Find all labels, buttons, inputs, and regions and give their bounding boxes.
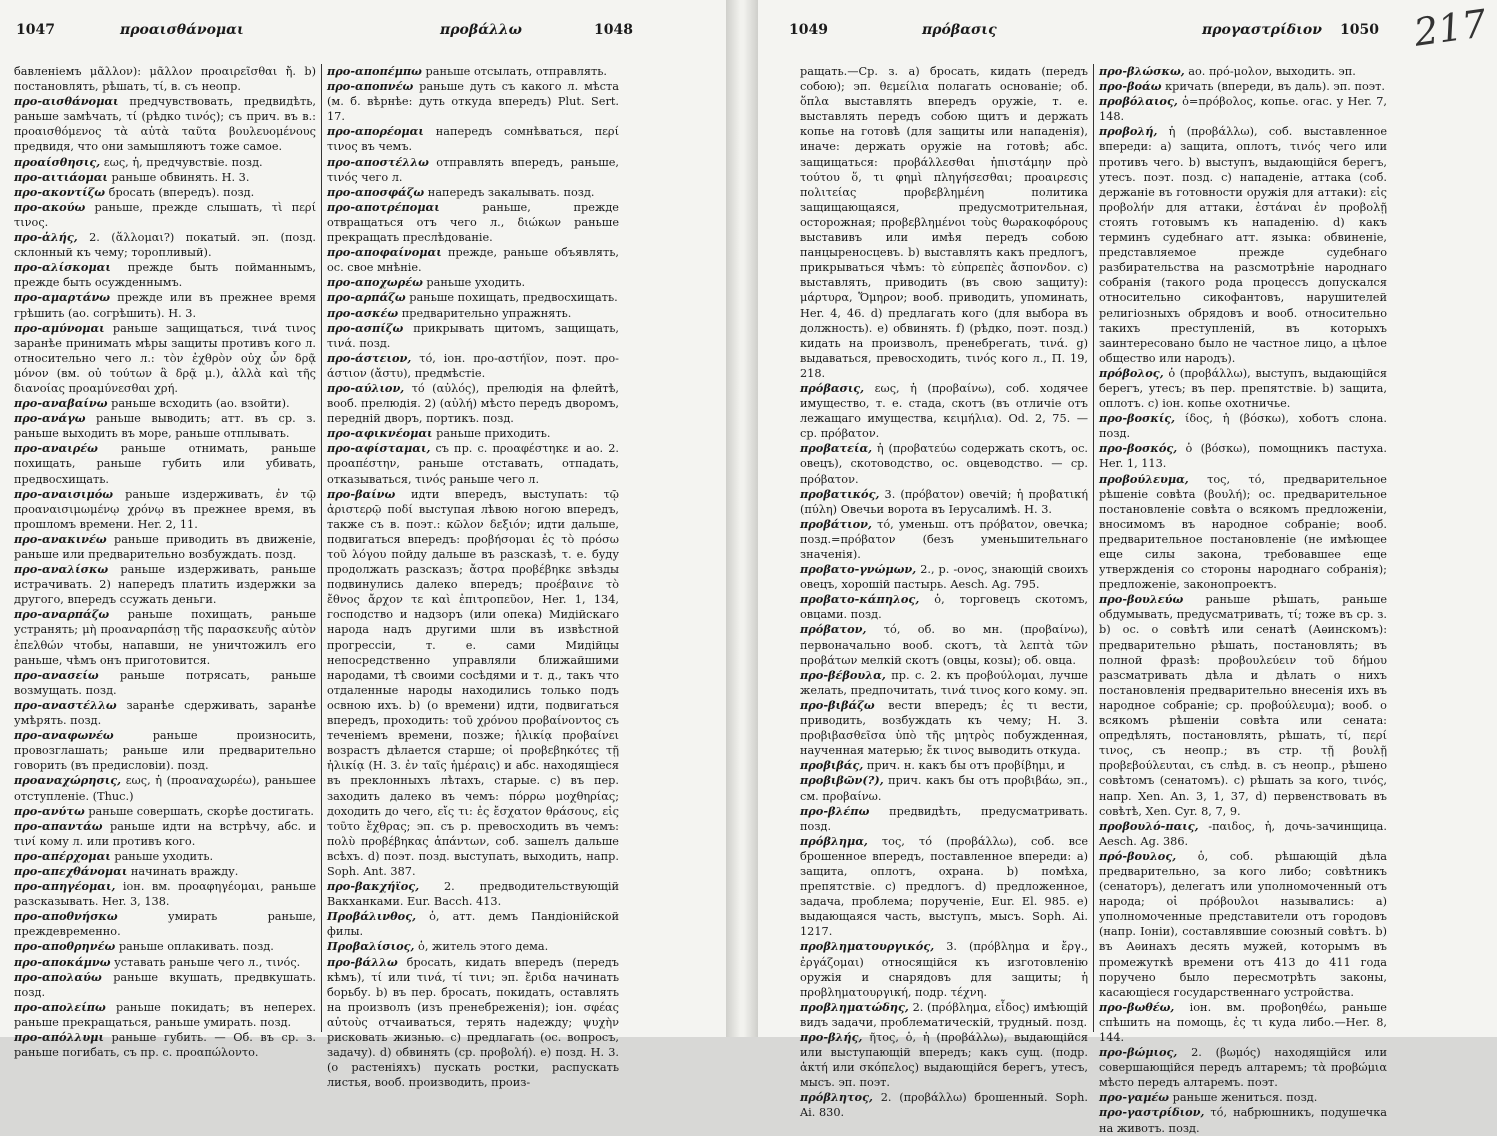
entry-definition: τό (αὐλός), прелюдія на флейтѣ, вооб. прелюдія. 2) (αὐλή) мѣсто передъ дворомъ, передній дворъ, портикъ. позд. [327, 381, 619, 426]
dictionary-entry [800, 592, 1088, 622]
entry-definition: раньше приводить въ движеніе, раньше или предварительно возбуждать. позд. [14, 532, 316, 561]
entry-headword: προ-αποπέμπω [327, 64, 422, 78]
entry-headword: προ-απολαύω [14, 969, 102, 984]
entry-definition: іон. вм. προβοηθέω, раньше спѣшить на помощь, ἐς τι куда либо.—Her. 8, 144. [1099, 1000, 1387, 1044]
page-number-1050: 1050 [1340, 22, 1379, 38]
entry-definition: бросать, кидать впередъ (передъ кѣмъ), τί или τινά, τί τινι; эп. ἔριδα начинать борьбу. b) въ пер. бросать, покидать, оставлять на произволъ (изъ пренебреженія); іон. σφέας αὐτοὺς отчаиваться, терять надежду; ψυχὴν рисковать жизнью. с) предлагать (ос. вопросъ, задачу). d) обвинять (ср. προβολή). е) позд. Н. 3. (о растеніяхъ) пускать ростки, распускать листья, вооб. производить, произ- [327, 955, 619, 1090]
entry-headword: προ-αναισιμόω [14, 486, 114, 501]
dictionary-entry [327, 909, 619, 939]
column-divider [1093, 64, 1094, 1032]
page-number-1048: 1048 [594, 22, 633, 38]
page-number-1049: 1049 [789, 22, 828, 38]
entry-definition: 2. (ἅλλομαι?) покатый. эп. (позд. склонный къ чему; торопливый). [14, 231, 317, 260]
dictionary-entry [14, 864, 316, 879]
entry-definition: прич. какъ бы отъ προβιβάω, эп., см. προβαίνω. [800, 774, 1088, 803]
entry-headword: προ-ασκέω [327, 305, 399, 320]
dictionary-entry [14, 562, 316, 607]
entry-headword: προ-βιβάζω [800, 697, 875, 712]
dictionary-entry [14, 441, 316, 486]
entry-headword: προ-βοσκός, [1099, 441, 1178, 456]
right-page-header [758, 22, 1497, 44]
entry-headword: προ-αιτιάομαι [14, 169, 108, 184]
entry-headword: προ-αναιρέω [14, 441, 98, 456]
entry-definition: ἡ (προβατεύω содержать скотъ, ос. овецъ), скотоводство, ос. овцеводство. — ср. πρόβατον. [800, 442, 1089, 486]
entry-definition: раньше потрясать, раньше возмущать. позд. [14, 668, 317, 697]
dictionary-entry [1099, 849, 1387, 1000]
entry-definition: ὁ, атт. демъ Пандіонійской филы. [327, 910, 620, 939]
entry-headword: προ-ανακινέω [14, 531, 107, 546]
entry-definition: ἡ (προβάλλω), соб. выставленное впереди: а) защита, оплотъ, τινός чего или противъ чего. b) выступъ, выдающійся берегъ, утесъ. поэт. позд. с) нападеніе, аттака (соб. держаніе въ готовности оружія для аттаки): εἰς προβολήν для аттаки, ἑστάναι ἐν προβολῇ стоять готовымъ къ нападенію. d) какъ терминъ судебнаго атт. языка: обвиненіе, представляемое прежде судебнаго разбирательства на разсмотрѣніе народнаго собранія (такого рода процессъ допускался относительно сикофантовъ, нарушителей религіозныхъ обрядовъ и вооб. относительно такихъ преступленій, въ которыхъ заинтересовано было не частное лицо, а цѣлое общество или народъ). [1099, 125, 1387, 365]
dictionary-entry [800, 668, 1088, 698]
dictionary-entry [327, 155, 619, 185]
entry-definition: прежде быть пойманнымъ, прежде быть осужденнымъ. [14, 261, 316, 290]
entry-definition: напередъ закалывать. позд. [427, 185, 595, 199]
dictionary-entry [14, 185, 316, 200]
entry-definition: раньше совершать, скорѣе достигать. [88, 804, 314, 818]
dictionary-entry [1099, 1105, 1387, 1135]
dictionary-entry [14, 668, 316, 698]
entry-definition: ὁ (βόσκω), помощникъ пастуха. Her. 1, 113. [1099, 442, 1387, 471]
entry-headword: προ-βλής, [800, 1030, 863, 1044]
entry-headword: πρόβατον, [800, 622, 867, 637]
entry-headword: προ-αύλιον, [327, 380, 405, 395]
dictionary-entry [327, 275, 619, 290]
entry-definition: пр. с. 2. къ προβούλομαι, лучше желать, предпочитать, τινά τινος кого кому. эп. [800, 668, 1088, 697]
entry-headword: προ-αλίσκομαι [14, 260, 111, 275]
dictionary-entry [14, 230, 316, 260]
entry-headword: πρόβολος, [1099, 365, 1164, 380]
entry-headword: προαίσθησις, [14, 154, 101, 169]
dictionary-entry [14, 804, 316, 819]
entry-definition: раньше издерживать, раньше истрачивать. 2) напередъ платить издержки за другого, впередъ ссужать деньги. [14, 563, 316, 607]
entry-headword: προ-αποσφάζω [327, 184, 425, 199]
left-column-1 [14, 64, 317, 1060]
dictionary-entry [1099, 1045, 1387, 1090]
book-gutter [726, 0, 758, 1037]
entry-headword: προβατεία, [800, 441, 873, 456]
entry-headword: προβιβάς, [800, 758, 864, 773]
entry-headword: προ-γαστρίδιον, [1099, 1105, 1205, 1120]
entry-definition: раньше, прежде слышать, τὶ περί τινος. [14, 200, 316, 229]
dictionary-entry [327, 306, 619, 321]
left-page [0, 0, 726, 1090]
dictionary-entry [14, 698, 316, 728]
entry-definition: ῆτος, ὁ, ἡ (προβάλλω), выдающійся или выступающій впередъ; какъ сущ. (подр. ἀκτή или σκόπελος) выдающійся берегъ, утесъ, мысъ. эп. поэт. [800, 1031, 1089, 1090]
entry-definition: предварительно упражнять. [401, 306, 572, 320]
entry-headword: προ-βέβουλα, [800, 667, 886, 682]
entry-definition: раньше уходить. [426, 276, 526, 290]
entry-headword: προβληματώδης, [800, 999, 909, 1014]
dictionary-entry [800, 834, 1088, 940]
entry-headword: πρόβλημα, [800, 833, 868, 848]
entry-definition: раньше губить. — Об. въ ср. з. раньше погибать, съ пр. с. προαπώλοντο. [14, 1031, 317, 1060]
entry-definition: ὁ, соб. рѣшающій дѣла предварительно, за кого либо; совѣтникъ (сенаторъ), делегатъ или уполномоченный отъ народа; οἱ πρόβουλοι назывались: а) уполномоченные представители отъ городовъ (напр. Іоніи), составлявшие союзный совѣтъ. b) въ Аѳинахъ десять мужей, которымъ въ промежуткѣ времени отъ 413 до 411 года поручено было пересмотрѣть законы, касающіеся государственнаго устройства. [1099, 849, 1387, 999]
entry-definition: 2. (πρόβλημα, εἶδος) имѣющій видъ задачи, проблематическій, трудный. позд. [800, 1000, 1088, 1029]
entry-headword: προ-αναλίσκω [14, 562, 109, 577]
entry-headword: προ-αναστέλλω [14, 697, 117, 712]
entry-definition: 2. предводительствующій Вакханками. Eur. Bacch. 413. [327, 880, 619, 909]
entry-definition: τό, уменьш. отъ πρόβατον, овечка; позд.=πρόβατον (безъ уменьшительнаго значенія). [800, 517, 1089, 561]
entry-definition: прежде, раньше объявлять, ос. свое мнѣніе. [327, 246, 619, 275]
entry-definition: раньше защищаться, τινά τινος заранѣе принимать мѣры защиты противъ кого л. относительно чего л.: τὸν ἐχθρὸν οὐχ ὧν δρᾷ μόνον (вм. οὐ τούτων ἃ δρᾷ μ.), ἀλλὰ καὶ τῆς διανοίας προαμύνεσθαι χρή. [14, 321, 316, 395]
dictionary-entry [800, 64, 1088, 381]
entry-definition: εως, ἡ (προαναχωρέω), раньшее отступленіе. (Thuc.) [14, 774, 316, 803]
entry-definition: раньше всходить (ао. взойти). [111, 397, 290, 411]
entry-definition: раньше похищать, раньше устранять; μὴ προαναρπάσῃ τῆς παρασκευῆς αὐτὸν ἐπελθών чтобы, напавши, не уничтожилъ его раньше, чѣмъ онъ приготовится. [14, 608, 317, 667]
dictionary-entry [327, 426, 619, 441]
dictionary-entry [14, 939, 316, 954]
entry-definition: бавленіемъ μᾶλλον): μᾶλλον προαιρεῖσθαι ἤ. b) постановлять, рѣшать, τί, в. съ неопр. [14, 65, 316, 94]
entry-headword: προ-αισθάνομαι [14, 94, 119, 109]
entry-headword: προ-άστειον, [327, 350, 412, 365]
entry-headword: προ-βώμιος, [1099, 1045, 1178, 1060]
dictionary-entry [14, 607, 316, 667]
dictionary-entry [14, 849, 316, 864]
page-number-1047: 1047 [16, 22, 55, 38]
entry-headword: προ-ακοντίζω [14, 184, 106, 199]
entry-headword: Προβάλινθος, [327, 909, 417, 924]
dictionary-entry [14, 64, 316, 94]
right-column-2 [1099, 64, 1388, 1135]
dictionary-entry [14, 819, 316, 849]
dictionary-entry [14, 290, 316, 320]
entry-definition: -παιδος, ἡ, дочь-зачинщица. Aesch. Ag. 386. [1099, 819, 1387, 848]
dictionary-entry [14, 1000, 316, 1030]
entry-headword: προ-αναβαίνω [14, 396, 108, 411]
entry-headword: προ-απηγέομαι, [14, 879, 116, 894]
entry-definition: раньше рѣшать, раньше обдумывать, предусматривать, τί; тоже въ ср. з. b) ос. о совѣтѣ или сенатѣ (Аѳинскомъ): предварительно рѣшать, постановлять; въ полной фразѣ: προβουλεύειν τοῦ δήμου разсматривать дѣла и дѣлать о нихъ постановленія предварительно внесенія ихъ въ народное собраніе; ср. προβούλευμα); вооб. о всякомъ рѣшеніи совѣта или сената: опредѣлять, постановлять, рѣшать, τί, περί τινος, съ неопр.; въ стр. τῇ βουλῇ προβεβούλευται, съ слѣд. в. съ неопр., рѣшено совѣтомъ (сенатомъ). с) рѣшать за кого, τινός, напр. Xen. An. 3, 1, 37, d) первенствовать въ совѣтѣ, Xen. Cyr. 8, 7, 9. [1099, 593, 1387, 818]
dictionary-entry [1099, 411, 1387, 441]
dictionary-entry [327, 245, 619, 275]
dictionary-entry [800, 1090, 1088, 1120]
dictionary-entry [14, 260, 316, 290]
entry-definition: предвидѣть, предусматривать. позд. [800, 804, 1088, 833]
dictionary-entry [1099, 592, 1387, 818]
entry-definition: раньше произносить, провозглашать; раньше или предварительно говорить (въ предисловіи). позд. [14, 729, 316, 773]
dictionary-entry [327, 351, 619, 381]
entry-headword: προ-βοσκίς, [1099, 411, 1176, 426]
entry-headword: προ-αποπνέω [327, 79, 414, 94]
dictionary-entry [1099, 1000, 1387, 1045]
dictionary-entry [327, 290, 619, 305]
left-column-2 [327, 64, 620, 1090]
entry-definition: раньше похищать, предвосхищать. [409, 291, 618, 305]
column-divider [321, 64, 322, 1032]
dictionary-entry [327, 321, 619, 351]
entry-definition: раньше издерживать, ἐν τῷ προαναισιμωμένῳ χρόνῳ въ прежнее время, въ прошломъ времени. Her. 2, 11. [14, 487, 317, 531]
entry-definition: раньше отнимать, раньше похищать, раньше губить или убивать, предвосхищать. [14, 442, 316, 486]
dictionary-entry [1099, 441, 1387, 471]
entry-definition: τό, набрюшникъ, подушечка на животъ. позд. [1099, 1106, 1388, 1135]
dictionary-entry [14, 396, 316, 411]
running-head-left: προαισθάνομαι [120, 22, 244, 38]
dictionary-entry [14, 879, 316, 909]
entry-definition: раньше отсылать, отправлять. [425, 65, 608, 78]
dictionary-entry [14, 909, 316, 939]
dictionary-entry [327, 879, 619, 909]
dictionary-entry [327, 487, 619, 879]
entry-definition: τος, τό, предварительное рѣшеніе совѣта (βουλή); ос. предварительное постановленіе совѣта о всякомъ предложеніи, вносимомъ въ народное собраніе; вооб. предварительное постановленіе (не имѣющее еще силы закона, требовавшее еще утвержденія со стороны народнаго собранія); предложеніе, законопроектъ. [1099, 472, 1387, 592]
entry-definition: εως, ἡ, предчувствіе. позд. [103, 155, 263, 169]
dictionary-entry [14, 487, 316, 532]
entry-headword: προβατο-γνώμων, [800, 562, 917, 577]
entry-headword: προβουλό-παις, [1099, 818, 1199, 833]
dictionary-entry [327, 79, 619, 124]
dictionary-entry [800, 1030, 1088, 1090]
entry-definition: раньше вкушать, предвкушать. позд. [14, 970, 316, 999]
entry-headword: προ-αναρπάζω [14, 607, 110, 622]
entry-headword: προ-ασπίζω [327, 320, 404, 335]
entry-headword: προ-γαμέω [1099, 1090, 1170, 1105]
entry-definition: раньше идти на встрѣчу, абс. и τινί кому л. или противъ кого. [14, 819, 316, 848]
entry-headword: προαναχώρησις, [14, 773, 122, 788]
entry-headword: προβληματουργικός, [800, 939, 935, 954]
entry-headword: προ-ανασείω [14, 667, 99, 682]
entry-definition: раньше жениться. позд. [1172, 1091, 1318, 1105]
dictionary-entry [14, 200, 316, 230]
dictionary-entry [1099, 472, 1387, 593]
dictionary-entry [1099, 366, 1387, 411]
entry-headword: προβάτιον, [800, 516, 872, 531]
dictionary-entry [800, 562, 1088, 592]
entry-headword: προ-βαίνω [327, 486, 396, 501]
dictionary-entry [800, 939, 1088, 999]
right-column-1 [800, 64, 1089, 1120]
entry-definition: отправлять впередъ, раньше, τινός чего л. [327, 155, 619, 184]
entry-headword: προ-αποθρηνέω [14, 939, 116, 954]
entry-headword: προβόλαιος, [1099, 94, 1178, 109]
entry-headword: προ-ανύτω [14, 803, 85, 818]
dictionary-entry [800, 758, 1088, 773]
dictionary-entry [14, 155, 316, 170]
entry-definition: раньше выводить; атт. въ ср. з. раньше выходить въ море, раньше отплывать. [14, 412, 316, 441]
entry-headword: προ-αφικνέομαι [327, 426, 433, 441]
dictionary-entry [327, 185, 619, 200]
entry-definition: умирать раньше, преждевременно. [14, 910, 316, 939]
entry-headword: προ-αποθνήσκω [14, 909, 118, 924]
entry-headword: προ-αποφαίνομαι [327, 245, 442, 260]
entry-definition: съ пр. с. προαφέστηκε и ао. 2. προαπέστην, раньше отставать, отпадать, отказываться, τινός раньше чего л. [327, 442, 619, 486]
dictionary-entry [327, 124, 619, 154]
entry-headword: προ-αναφωνέω [14, 728, 114, 743]
dictionary-entry [14, 728, 316, 773]
entry-headword: προ-απορέομαι [327, 124, 424, 139]
dictionary-entry [1099, 124, 1387, 366]
entry-headword: προ-αποστέλλω [327, 154, 429, 169]
dictionary-entry [327, 955, 619, 1091]
entry-definition: 2. (προβάλλω) брошенный. Soph. Ai. 830. [800, 1091, 1088, 1120]
entry-definition: ὁ, торговецъ скотомъ, овцами. позд. [800, 593, 1088, 622]
handwritten-annotation: 217 [1411, 1, 1490, 55]
entry-headword: προ-αποχωρέω [327, 275, 423, 290]
dictionary-entry [14, 94, 316, 154]
dictionary-entry [800, 773, 1088, 803]
entry-headword: προ-βλώσκω, [1099, 64, 1185, 78]
entry-definition: 3. (πρόβατον) овечій; ἡ προβατική (πύλη) Овечьи ворота въ Іерусалимѣ. Н. 3. [800, 487, 1088, 516]
entry-headword: προ-απαντάω [14, 818, 103, 833]
entry-definition: прич. н. какъ бы отъ προβίβημι, и [866, 759, 1065, 773]
entry-definition: ὁ (προβάλλω), выступъ, выдающійся берегъ, утесъ; въ пер. препятствіе. b) защита, оплотъ. с) іон. копье охотничье. [1099, 366, 1387, 411]
entry-definition: εως, ἡ (προβαίνω), соб. ходячее имущество, т. е. стада, скотъ (въ отличіе отъ лежащаго имущества, κειμήλια). Od. 2, 75. — ср. πρόβατον. [800, 381, 1088, 441]
entry-definition: заранѣе сдерживать, заранѣе умѣрять. позд. [14, 698, 317, 728]
entry-headword: προ-βουλεύω [1099, 592, 1184, 607]
left-page-header [0, 22, 726, 44]
dictionary-entry [800, 381, 1088, 441]
dictionary-entry [1099, 94, 1387, 124]
entry-headword: προβατικός, [800, 486, 880, 501]
entry-headword: προ-βωθέω, [1099, 999, 1175, 1014]
entry-headword: προ-ἁλής, [14, 230, 78, 245]
entry-definition: раньше, прежде отвращаться отъ чего л., διώκων раньше прекращать преслѣдованіе. [327, 200, 619, 245]
entry-definition: 2., р. -ονος, знающій своихъ овецъ, хорошій пастырь. Aesch. Ag. 795. [800, 563, 1089, 592]
entry-headword: προ-βλέπω [800, 803, 870, 818]
entry-headword: προ-βακχήϊος, [327, 879, 420, 894]
dictionary-entry [14, 955, 316, 970]
dictionary-entry [327, 200, 619, 245]
entry-definition: кричать (впереди, въ даль). эп. поэт. [1165, 80, 1385, 94]
right-page [758, 0, 1497, 1135]
entry-headword: προ-απόλλυμι [14, 1030, 104, 1044]
running-head-right: προγαστρίδιον [1202, 22, 1322, 38]
running-head-right: προβάλλω [440, 22, 522, 38]
entry-headword: προ-αμαρτάνω [14, 290, 111, 305]
dictionary-entry [14, 532, 316, 562]
entry-headword: προ-απολείπω [14, 999, 106, 1014]
dictionary-entry [800, 622, 1088, 667]
dictionary-entry [327, 64, 619, 79]
entry-headword: προβιβῶν(?), [800, 773, 884, 788]
entry-headword: προ-αποτρέπομαι [327, 199, 440, 214]
entry-headword: προβατο-κάπηλος, [800, 592, 920, 607]
dictionary-entry [800, 698, 1088, 758]
entry-definition: бросать (впередъ). позд. [108, 185, 255, 199]
entry-definition: раньше дуть съ какого л. мѣста (м. б. вѣрнѣе: дуть откуда впередъ) Plut. Sert. 17. [327, 80, 619, 124]
entry-definition: 2. (βωμός) находящійся или совершающійся передъ алтаремъ; τὰ προβώμια мѣсто передъ алтаремъ. поэт. [1099, 1046, 1387, 1090]
entry-definition: раньше приходить. [436, 427, 551, 441]
dictionary-entry [14, 1030, 316, 1060]
entry-headword: προ-αφίσταμαι, [327, 441, 431, 456]
entry-definition: идти впередъ, выступать: τῷ ἀριστερῷ ποδί выступая лѣвою ногою впередъ, также съ в. поэт.: κῶλον δεξιόν; идти дальше, подвигаться впередъ: προβήσομαι ἐς τὸ πρόσω τοῦ λόγου пойду дальше въ разсказѣ, τ. е. буду продолжать разсказъ; ἄστρα προβέβηκε звѣзды подвинулись далеко впередъ; προέβαινε τὸ ἔθνος ἄρχον τε καὶ ἐπιτροπεῦον, Her. 1, 134, господство и надзоръ (или опека) Мидійскаго народа надъ другими шли въ извѣстной прогрессіи, т. е. сами Мидійцы непосредственно управляли ближайшими народами, тѣ своими сосѣдями и т. д., такъ что отдаленные народы находились только подъ освною ихъ. b) (о времени) идти, подвигаться впередъ, проходить: τοῦ χρόνου προβαίνοντος съ теченіемъ времени, позже; ἡλικίᾳ προβαίνει возрастъ дѣлается старше; οἱ προβεβηκότες τῇ ἡλικίᾳ (Н. 3. ἐν ταῖς ἡμέραις) и абс. находящіеся въ преклонныхъ лѣтахъ, старые. с) въ пер. заходить далеко въ чемъ: πόρρω μοχθηρίας; доходить до чего, εἴς τι: ἐς ἔσχατον θράσους, εἰς τοῦτο ἔχθρας; эп. съ р. превосходить въ чемъ: πολὺ προβέβηκας ἁπάντων, соб. зашелъ дальше всѣхъ. d) поэт. позд. выступать, выходить, напр. Soph. Ant. 387. [327, 487, 619, 878]
dictionary-entry [800, 487, 1088, 517]
entry-headword: Προβαλίσιος, [327, 939, 415, 954]
entry-headword: προ-απέρχομαι [14, 848, 111, 863]
entry-headword: προ-βάλλω [327, 954, 398, 969]
dictionary-entry [1099, 819, 1387, 849]
dictionary-entry [1099, 79, 1387, 94]
entry-headword: προ-απεχθάνομαι [14, 863, 128, 878]
entry-definition: τό, об. во мн. (προβαίνω), первоначально вооб. скотъ, τὰ λεπτὰ τῶν προβάτων мелкій скотъ (овцы, козы); об. овца. [800, 623, 1089, 667]
entry-definition: τος, τό (προβάλλω), соб. все брошенное впередъ, поставленное впереди: а) защита, оплотъ, охрана. b) помѣха, препятствіе. с) предлогъ. d) предложенное, задача, проблема; порученіе, Eur. El. 985. е) выдающаяся часть, выступъ, мысъ. Soph. Ai. 1217. [800, 834, 1088, 939]
running-head-left: πρόβασις [922, 22, 997, 38]
entry-headword: προβούλευμα, [1099, 471, 1189, 486]
entry-headword: προ-ανάγω [14, 411, 86, 426]
entry-definition: ὁ, житель этого дема. [418, 940, 549, 954]
entry-definition: ίδος, ἡ (βόσκω), хоботъ слона. позд. [1099, 412, 1387, 441]
dictionary-entry [800, 1000, 1088, 1030]
entry-headword: πρόβασις, [800, 380, 865, 395]
dictionary-entry [800, 804, 1088, 834]
entry-definition: напередъ сомнѣваться, περί τινος въ чемъ. [327, 125, 620, 154]
entry-headword: προ-ακούω [14, 199, 86, 214]
dictionary-entry [14, 773, 316, 803]
dictionary-entry [327, 939, 619, 954]
entry-definition: раньше уходить. [114, 849, 214, 863]
entry-definition: раньше покидать; въ неперех. раньше прекращаться, раньше умирать. позд. [14, 1000, 316, 1029]
entry-definition: уставать раньше чего л., τινός. [114, 955, 301, 969]
entry-definition: раньше обвинять. Н. 3. [111, 170, 250, 184]
entry-headword: προβολή, [1099, 124, 1158, 139]
entry-definition: ὁ=πρόβολος, копье. огас. у Her. 7, 148. [1099, 95, 1387, 124]
dictionary-entry [800, 517, 1088, 562]
entry-headword: πρόβλητος, [800, 1090, 873, 1105]
entry-definition: ращать.—Ср. з. а) бросать, кидать (передъ собою); эп. θεμείλια полагать основаніе; об. ὅπλα выставлять впередъ оружіе, т. е. выставлять передъ собою щитъ и держать копье на готовѣ (для защиты или нападенія), иначе: держать оружіе на готовѣ; абс. защищаться: προβάλλεσθαι ἠπιστάμην πρὸ τούτου ὅ, τι φημὶ πληγήσεσθαι; προαιρεσις πολιτείας προβεβλημένη политика защищающаяся, предусмотрительная, осторожная; προβεβλημένοι τοὺς θωρακοφόρους выставивъ или имѣя передъ собою панцыреносцевъ. b) выставлять какъ предлогъ, прикрываться чѣмъ: τὸ εὐπρεπὲς ἄσπονδον. с) выставлять, приводить (въ свою защиту): μάρτυρα, Ὅμηρον; вооб. приводить, упоминать, Her. 4, 46. d) предлагать кого (для выбора въ должность). е) обвинять. f) (рѣдко, поэт. позд.) кидать на произволъ, пренебрегать, τινά. g) выдаваться, превосходить, τινός кого л., П. 19, 218. [800, 65, 1088, 380]
dictionary-entry [1099, 64, 1387, 79]
entry-headword: προ-αμύνομαι [14, 320, 105, 335]
dictionary-entry [14, 321, 316, 396]
entry-definition: τό, іон. προ-αστήϊον, поэт. προ-άστιον (ἄστυ), предмѣстіе. [327, 351, 619, 380]
dictionary-entry [1099, 1090, 1387, 1105]
entry-headword: προ-αποκάμνω [14, 954, 111, 969]
entry-definition: начинать вражду. [130, 864, 239, 878]
dictionary-entry [800, 441, 1088, 486]
entry-headword: πρό-βουλος, [1099, 848, 1177, 863]
entry-definition: прикрывать щитомъ, защищать, τινά. позд. [327, 321, 619, 350]
entry-definition: іон. вм. προαφηγέομαι, раньше разсказывать. Her. 3, 138. [14, 880, 317, 909]
entry-definition: 3. (πρόβλημα и ἔργ., ἐργάζομαι) относящійся къ изготовленію оружія и снарядовъ для защиты; ἡ προβληματουργική, подр. τέχνη. [800, 940, 1088, 999]
entry-definition: вести впередъ; ἐς τι вести, приводить, возбуждать къ чему; Н. 3. προβιβασθεῖσα ὑπὸ τῆς μητρὸς побужденная, наученная матерью; ἔκ τινος выводить откуда. [800, 698, 1088, 758]
dictionary-entry [14, 411, 316, 441]
entry-definition: раньше оплакивать. позд. [118, 940, 274, 954]
dictionary-entry [14, 970, 316, 1000]
entry-definition: предчувствовать, предвидѣть, раньше замѣчать, τί (рѣдко τινός); съ прич. въ в.: προαισθόμενος τὰ αὐτὰ ταῦτα βουλευομένους предвидя, что они замышляютъ тоже самое. [14, 95, 316, 154]
entry-definition: прежде или въ прежнее время грѣшить (ао. согрѣшить). Н. 3. [14, 291, 316, 320]
dictionary-entry [14, 170, 316, 185]
dictionary-entry [327, 381, 619, 426]
entry-headword: προ-αρπάζω [327, 290, 406, 305]
entry-headword: προ-βοάω [1099, 79, 1162, 94]
dictionary-entry [327, 441, 619, 486]
entry-definition: ао. πρό-μολον, выходить. эп. [1188, 65, 1356, 78]
